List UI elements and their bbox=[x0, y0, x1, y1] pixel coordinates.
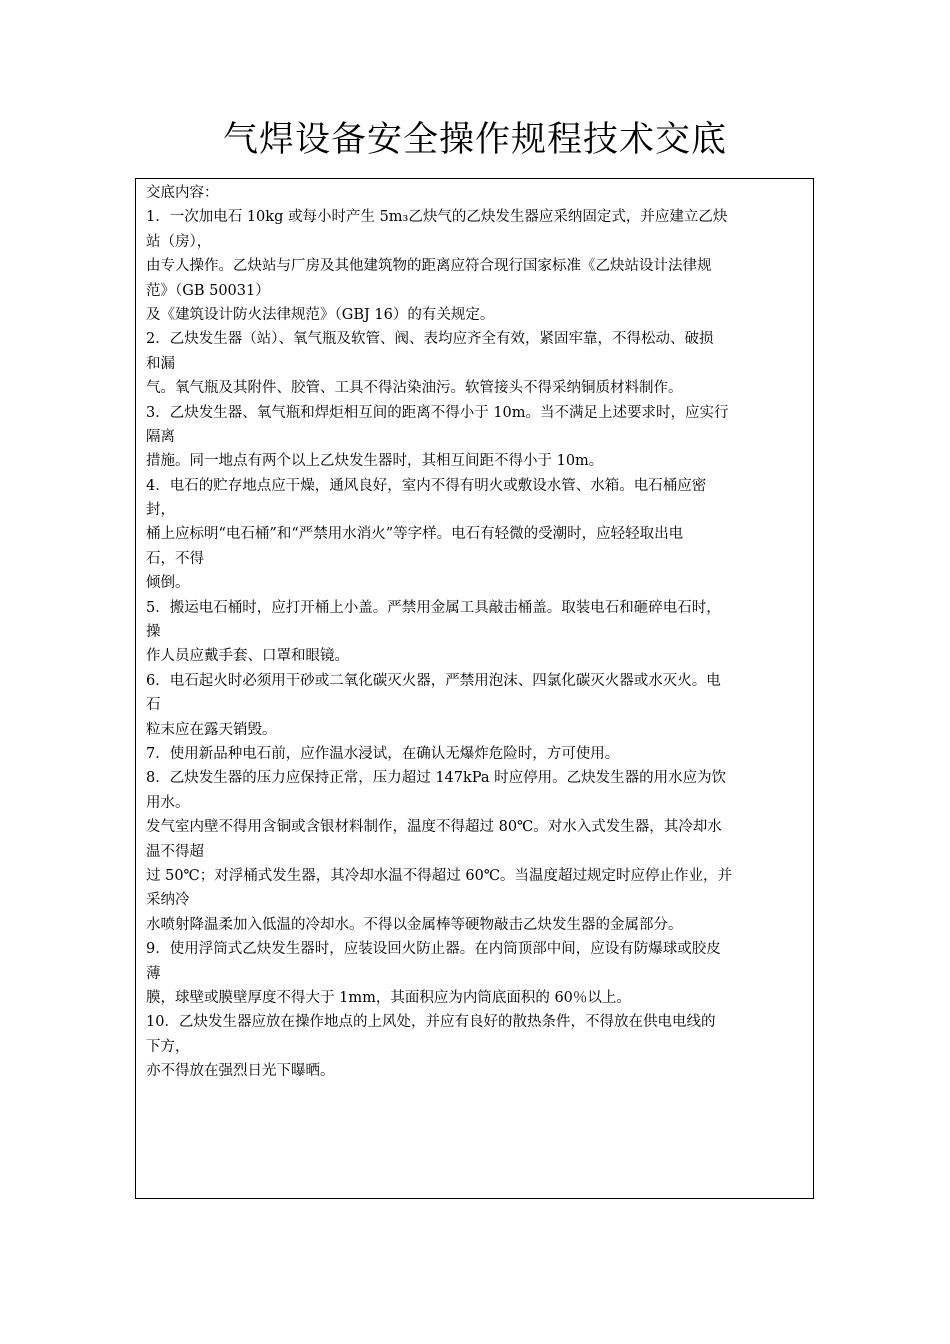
content-line: 4．电石的贮存地点应干燥，通风良好，室内不得有明火或敷设水管、水箱。电石桶应密 bbox=[146, 477, 707, 494]
content-line: 采纳冷 bbox=[146, 892, 190, 909]
content-line: 隔离 bbox=[146, 428, 175, 445]
content-line: 9．使用浮筒式乙炔发生器时，应装设回火防止器。在内筒顶部中间，应设有防爆球或胶皮 bbox=[146, 941, 721, 958]
content-line: 气。氧气瓶及其附件、胶管、工具不得沾染油污。软管接头不得采纳铜质材料制作。 bbox=[146, 380, 683, 397]
content-line: 亦不得放在强烈日光下曝晒。 bbox=[146, 1063, 335, 1080]
content-line: 措施。同一地点有两个以上乙炔发生器时，其相互间距不得小于 10m。 bbox=[146, 453, 604, 470]
content-line: 封， bbox=[146, 502, 175, 519]
content-line: 过 50℃；对浮桶式发生器，其冷却水温不得超过 60℃。当温度超过规定时应停止作业，并 bbox=[146, 867, 733, 884]
content-line: 和漏 bbox=[146, 355, 175, 372]
content-line: 站（房）， bbox=[146, 233, 212, 250]
content-line: 桶上应标明“电石桶”和“严禁用水消火”等字样。电石有轻微的受潮时，应轻轻取出电 bbox=[146, 526, 684, 543]
content-line: 5．搬运电石桶时，应打开桶上小盖。严禁用金属工具敲击桶盖。取装电石和砸碎电石时， bbox=[146, 599, 721, 616]
content-line: 石，不得 bbox=[146, 550, 204, 567]
content-line: 1．一次加电石 10kg 或每小时产生 5m₃乙炔气的乙炔发生器应采纳固定式，并应建立乙炔 bbox=[146, 209, 728, 226]
content-line: 8．乙炔发生器的压力应保持正常，压力超过 147kPa 时应停用。乙炔发生器的用水应为饮 bbox=[146, 770, 727, 787]
content-lines bbox=[146, 181, 803, 1083]
content-line: 倾倒。 bbox=[146, 575, 190, 592]
content-line: 2．乙炔发生器（站）、氧气瓶及软管、阀、表均应齐全有效，紧固牢靠，不得松动、破损 bbox=[146, 331, 714, 348]
content-line: 10．乙炔发生器应放在操作地点的上风处，并应有良好的散热条件，不得放在供电电线的 bbox=[146, 1014, 716, 1031]
content-line: 及《建筑设计防火法律规范》（GBJ 16）的有关规定。 bbox=[146, 306, 495, 323]
content-line: 下方， bbox=[146, 1038, 190, 1055]
content-line: 交底内容： bbox=[146, 185, 219, 201]
content-line: 发气室内壁不得用含铜或含银材料制作，温度不得超过 80℃。对水入式发生器，其冷却水 bbox=[146, 819, 722, 836]
content-line: 用水。 bbox=[146, 794, 190, 811]
content-line: 3．乙炔发生器、氧气瓶和焊炬相互间的距离不得小于 10m。当不满足上述要求时，应实行 bbox=[146, 404, 729, 421]
content-line: 7．使用新品种电石前，应作温水浸试，在确认无爆炸危险时，方可使用。 bbox=[146, 745, 620, 762]
content-line: 6．电石起火时必须用干砂或二氧化碳灭火器，严禁用泡沫、四氯化碳灭火器或水灭火。电 bbox=[146, 672, 721, 689]
content-box bbox=[135, 178, 814, 1199]
content-line: 粒末应在露天销毁。 bbox=[146, 721, 277, 738]
content-line: 作人员应戴手套、口罩和眼镜。 bbox=[146, 648, 349, 665]
content-line: 温不得超 bbox=[146, 843, 204, 860]
content-line: 范》（GB 50031） bbox=[146, 282, 270, 299]
content-line: 水喷射降温柔加入低温的冷却水。不得以金属棒等硬物敲击乙炔发生器的金属部分。 bbox=[146, 916, 683, 933]
content-line: 膜，球壁或膜壁厚度不得大于 1mm，其面积应为内筒底面积的 60％以上。 bbox=[146, 989, 631, 1006]
document-title: 气焊设备安全操作规程技术交底 bbox=[222, 120, 727, 160]
content-line: 由专人操作。乙炔站与厂房及其他建筑物的距离应符合现行国家标准《乙炔站设计法律规 bbox=[146, 258, 712, 275]
content-line: 石 bbox=[146, 697, 161, 714]
content-line: 操 bbox=[146, 624, 161, 641]
content-line: 薄 bbox=[146, 965, 161, 982]
